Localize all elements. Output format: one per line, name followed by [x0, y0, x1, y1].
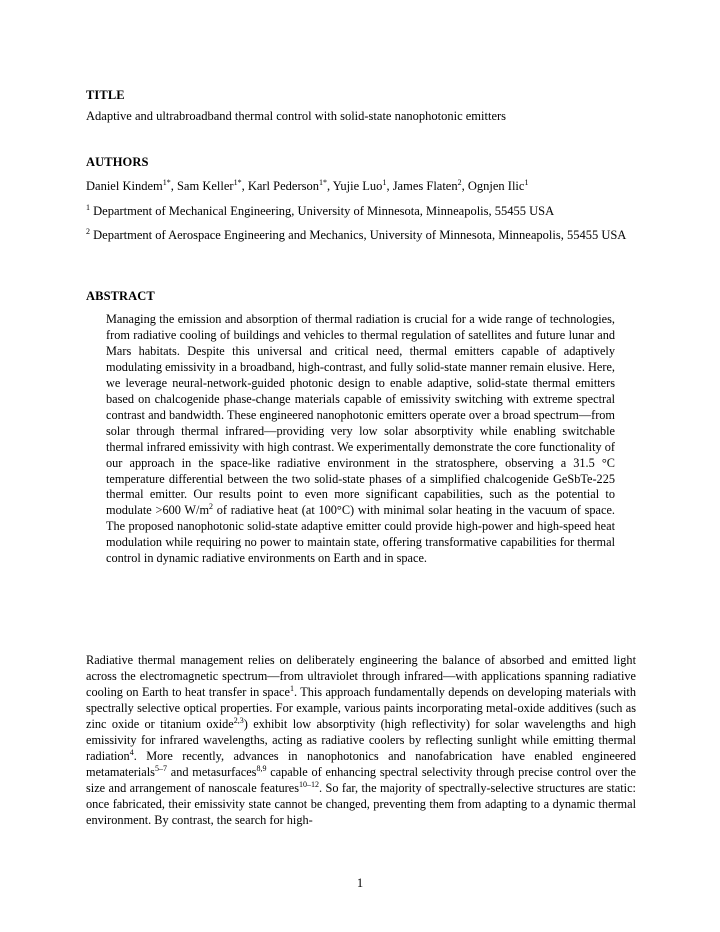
affiliation-text: Department of Mechanical Engineering, University of Minnesota, Minneapolis, 55455 USA [90, 204, 555, 218]
author-affiliation-mark: 1* [318, 177, 327, 187]
author-list: Daniel Kindem$^{1*}$, Sam Keller$^{1*}$, Karl Pederson$^{1*}$, Yujie Luo$^1$, James Flaten$^2$, Ognjen Ilic$^1$ [86, 177, 529, 193]
author-name: Ognjen Ilic [467, 179, 525, 193]
author-name: Yujie Luo [332, 179, 383, 193]
body-paragraph: Radiative thermal management relies on deliberately engineering the balance of absorbed and emitted light across the electromagnetic spectrum—from ultraviolet through infrared—with applications spanning radiative cooling on Earth to heat transfer in space$^1$. This approach fundamentally depends on developing materials with spectrally selective optical properties. For example, various paints incorporating metal-oxide additives (such as zinc oxide or titanium oxide$^{2,3}$) exhibit low absorptivity (high reflectivity) for solar wavelengths and high emissivity for infrared wavelengths, acting as radiative coolers by reflecting sunlight while emitting thermal radiation$^4$. More recently, advances in nanophotonics and nanofabrication have enabled engineered metamaterials$^{5-7}$ and metasurfaces$^{8,9}$ capable of enhancing spectral selectivity through precise control over the size and arrangement of nanoscale features$^{10-12}$. So far, the majority of spectrally-selective structures are static: once fabricated, their emissivity state cannot be changed, preventing them from adapting to a dynamic thermal environment. By contrast, the search for high- [86, 653, 636, 827]
citation: 4 [129, 747, 134, 757]
author-name: Karl Pederson [247, 179, 319, 193]
paper-title: Adaptive and ultrabroadband thermal control with solid-state nanophotonic emitters [86, 109, 507, 123]
citation: 8,9 [256, 763, 267, 773]
author-affiliation-mark: 1* [233, 177, 242, 187]
authors-heading: AUTHORS [86, 155, 149, 169]
abstract-heading: ABSTRACT [86, 289, 155, 303]
author-affiliation-mark: 2 [457, 177, 462, 187]
citation: 1 [289, 683, 294, 693]
citation: 2,3 [233, 715, 244, 725]
affiliation-number: 2 [86, 226, 90, 236]
author-name: James Flaten [392, 179, 458, 193]
page-number: 1 [356, 876, 364, 890]
affiliation-text: Department of Aerospace Engineering and Mechanics, University of Minnesota, Minneapolis, 55455 USA [90, 228, 627, 242]
title-heading: TITLE [86, 88, 125, 102]
citation: 5–7 [154, 763, 167, 773]
affiliation-1 [86, 203, 554, 219]
author-name: Sam Keller [176, 179, 234, 193]
author-affiliation-mark: 1 [382, 177, 387, 187]
author-affiliation-mark: 1 [524, 177, 529, 187]
affiliation-number: 1 [86, 202, 90, 212]
citation: 10–12 [299, 779, 319, 789]
abstract-paragraph: Managing the emission and absorption of thermal radiation is crucial for a wide range of technologies, from radiative cooling of buildings and vehicles to thermal regulation of satellites and future lunar and Mars habitats. Despite this universal and critical need, thermal emitters capable of adaptively modulating emissivity in a broadband, high-contrast, and fully solid-state manner remain elusive. Here, we leverage neural-network-guided photonic design to enable adaptive, solid-state thermal emitters based on chalcogenide phase-change materials capable of emissivity switching with extreme spectral contrast and bandwidth. These engineered nanophotonic emitters operate over a broad spectrum—from solar through thermal infrared—providing very low solar absorptivity while enabling switchable thermal infrared emissivity with high contrast. We experimentally demonstrate the core functionality of our approach in the space-like radiative environment in the stratosphere, observing a 31.5 °C temperature differential between the two solid-state phases of a simplified chalcogenide GeSbTe-225 thermal emitter. Our results point to even more significant capabilities, such as the potential to modulate >600 $W/m^2$ of radiative heat (at 100°C) with minimal solar heating in the vacuum of space. The proposed nanophotonic solid-state adaptive emitter could provide high-power and high-speed heat modulation while requiring no power to maintain state, offering transformative capabilities for thermal control in dynamic radiative environments on Earth and in space. [106, 312, 615, 566]
author-affiliation-mark: 1* [162, 177, 171, 187]
affiliation-2 [86, 227, 636, 243]
author-name: Daniel Kindem [86, 179, 163, 193]
